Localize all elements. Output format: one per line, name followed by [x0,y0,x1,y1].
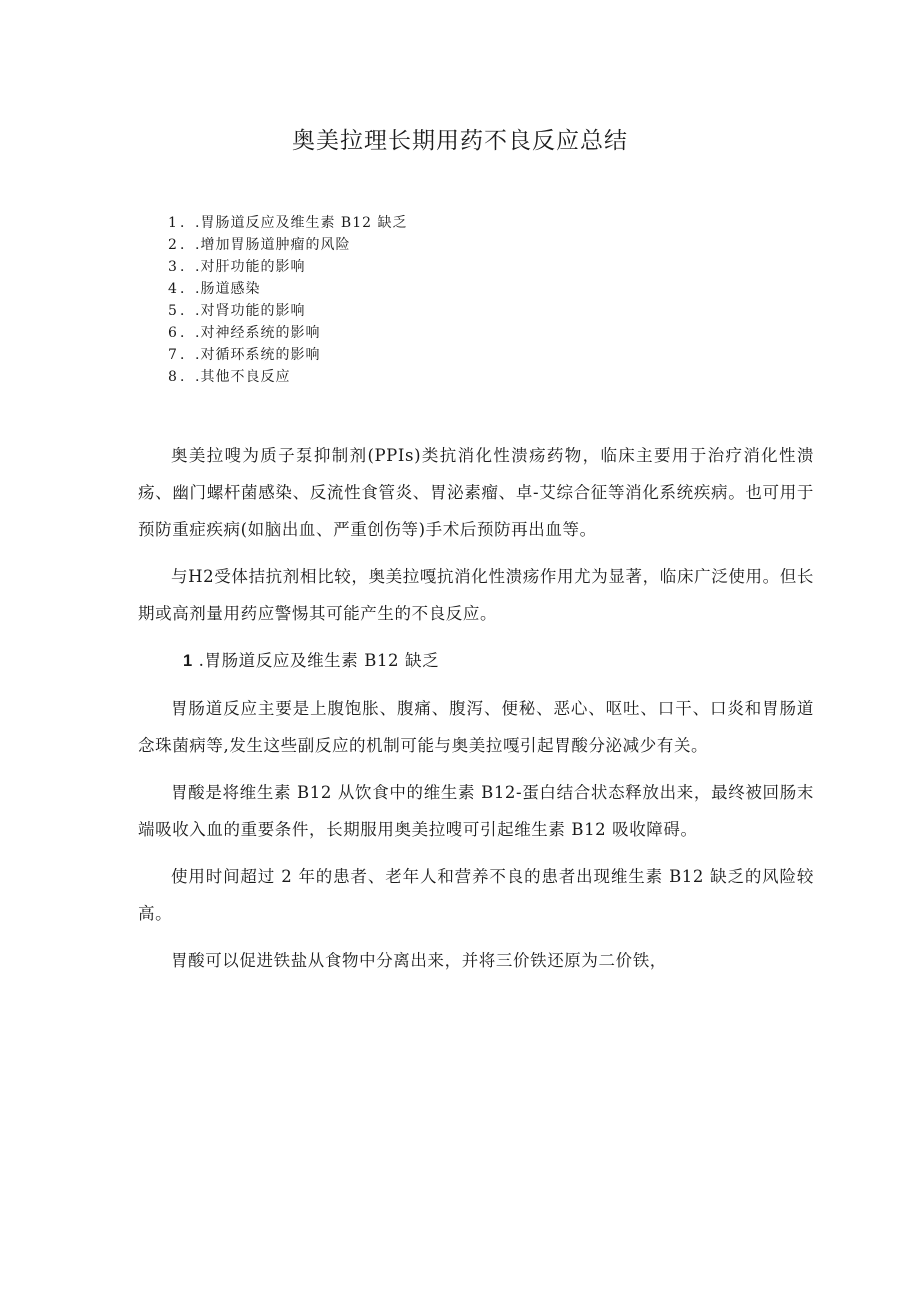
toc-item [168,278,407,300]
section-paragraph: 胃酸是将维生素 B12 从饮食中的维生素 B12-蛋白结合状态释放出来，最终被回肠末端吸收入血的重要条件，长期服用奥美拉嗖可引起维生素 B12 吸收障碍。 [138,783,814,839]
toc-item-label: ．.对神经系统的影响 [180,325,321,341]
toc-item-number: 7 [168,347,178,363]
toc-item-label: ．.对循环系统的影响 [180,347,321,363]
toc-item-number: 3 [168,259,178,275]
intro-paragraph: 奥美拉嗖为质子泵抑制剂(PPIs)类抗消化性溃疡药物，临床主要用于治疗消化性溃疡、幽门螺杆菌感染、反流性食管炎、胃泌素瘤、卓-艾综合征等消化系统疾病。也可用于预防重症疾病(如脑出血、严重创伤等)手术后预防再出血等。 [138,446,814,539]
toc-item [168,322,407,344]
toc-item [168,212,407,234]
section-paragraph: 胃肠道反应主要是上腹饱胀、腹痛、腹泻、便秘、恶心、呕吐、口干、口炎和胃肠道念珠菌病等,发生这些副反应的机制可能与奥美拉嘎引起胃酸分泌减少有关。 [138,699,814,755]
toc-item-number: 4 [168,281,178,297]
toc-item [168,366,407,388]
toc-item-number: 6 [168,325,178,341]
toc-item-label: ．.其他不良反应 [180,369,291,385]
section-heading [138,642,814,680]
toc-item-number: 8 [168,369,178,385]
toc-item-number: 1 [168,215,178,231]
toc-item [168,234,407,256]
table-of-contents [168,212,407,388]
document-body [138,437,814,989]
toc-item-label: ．.胃肠道反应及维生素 B12 缺乏 [180,215,408,231]
intro-paragraph: 与H2受体拮抗剂相比较，奥美拉嘎抗消化性溃疡作用尤为显著，临床广泛使用。但长期或高剂量用药应警惕其可能产生的不良反应。 [138,567,814,623]
document-title: 奥美拉理长期用药不良反应总结 [292,128,628,154]
toc-item-number: 5 [168,303,178,319]
section-heading-text: .胃肠道反应及维生素 B12 缺乏 [192,651,440,670]
toc-item-label: ．.增加胃肠道肿瘤的风险 [180,237,351,253]
toc-item [168,300,407,322]
toc-item-label: ．.对肾功能的影响 [180,303,306,319]
toc-item [168,344,407,366]
toc-item-number: 2 [168,237,178,253]
section-number: 1 [183,652,193,670]
section-paragraph: 胃酸可以促进铁盐从食物中分离出来，并将三价铁还原为二价铁， [171,951,667,970]
toc-item [168,256,407,278]
section-paragraph: 使用时间超过 2 年的患者、老年人和营养不良的患者出现维生素 B12 缺乏的风险较高。 [138,867,814,923]
toc-item-label: ．.对肝功能的影响 [180,259,306,275]
toc-item-label: ．.肠道感染 [180,281,261,297]
